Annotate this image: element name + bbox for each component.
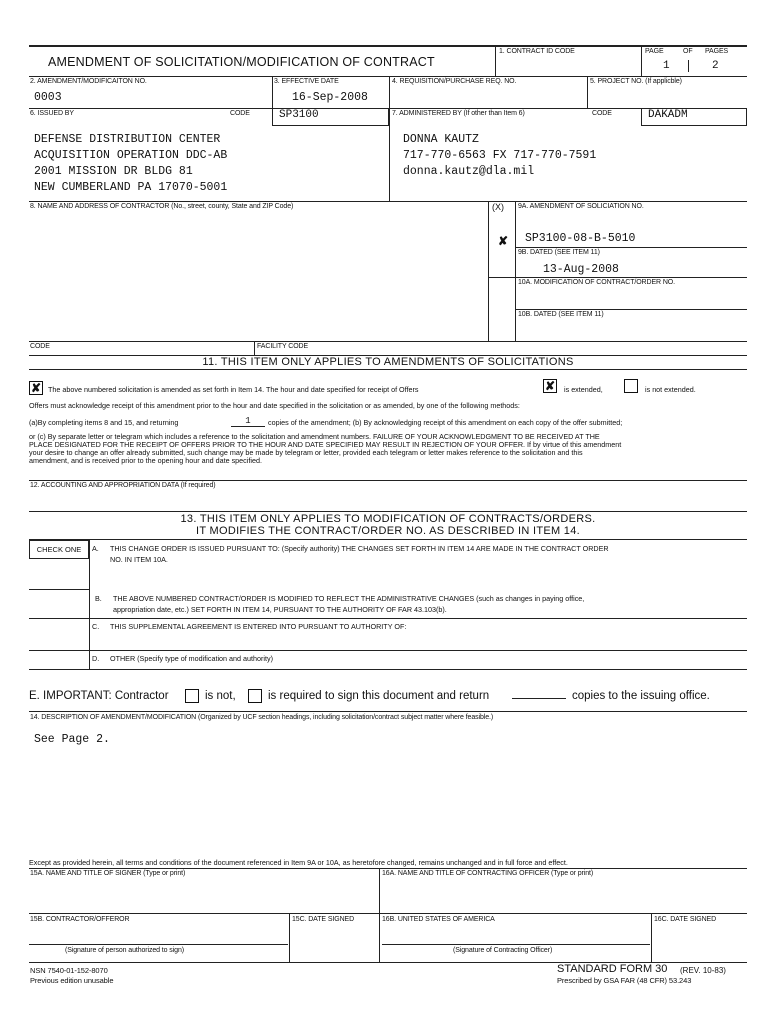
divider (29, 369, 747, 370)
description-label: 14. DESCRIPTION OF AMENDMENT/MODIFICATION (Organized by UCF section headings, including solicitation/contract subject matter where feasible.) (30, 714, 494, 721)
important-prefix: E. IMPORTANT: Contractor (29, 690, 169, 702)
divider (29, 618, 747, 619)
s11-line3a: (a)By completing items 8 and 15, and returning (29, 418, 179, 427)
code-label: CODE (30, 343, 50, 350)
accounting-label: 12. ACCOUNTING AND APPROPRIATION DATA (If required) (30, 482, 216, 489)
form-title: AMENDMENT OF SOLICITATION/MODIFICATION OF CONTRACT (48, 55, 435, 69)
divider (29, 669, 747, 670)
issued-by-label: 6. ISSUED BY (30, 110, 74, 117)
contractor-signature-line[interactable] (29, 944, 288, 945)
is-extended-checkbox[interactable]: ✘ (544, 379, 556, 393)
page-number: 1 (663, 60, 670, 72)
divider (29, 913, 747, 914)
admin-line: donna.kautz@dla.mil (403, 165, 535, 178)
is-not-checkbox[interactable] (185, 689, 199, 703)
divider (651, 913, 652, 962)
is-required-label: is required to sign this document and return (268, 690, 490, 702)
option-c-line1: THIS SUPPLEMENTAL AGREEMENT IS ENTERED INTO PURSUANT TO AUTHORITY OF: (110, 622, 407, 631)
section-13-title-1: 13. THIS ITEM ONLY APPLIES TO MODIFICATION OF CONTRACTS/ORDERS. (180, 513, 596, 525)
solicitation-amended-checkbox[interactable]: ✘ (30, 381, 42, 395)
is-extended-label: is extended, (564, 385, 603, 394)
option-b-line2: appropriation date, etc.) SET FORTH IN ITEM 14, PURSUANT TO THE AUTHORITY OF FAR 43.103(b). (113, 605, 447, 614)
divider (29, 539, 747, 540)
x-label: (X) (492, 202, 504, 212)
officer-name-label: 16A. NAME AND TITLE OF CONTRACTING OFFICER (Type or print) (382, 870, 594, 877)
effective-date-value[interactable]: 16-Sep-2008 (292, 91, 368, 104)
divider (29, 868, 747, 869)
option-b-line1: THE ABOVE NUMBERED CONTRACT/ORDER IS MODIFIED TO REFLECT THE ADMINISTRATIVE CHANGES (such as changes in paying office, (113, 594, 585, 603)
facility-code-label: FACILITY CODE (257, 343, 309, 350)
admin-code-label: CODE (592, 110, 612, 117)
divider (587, 76, 588, 108)
pages-total: 2 (712, 60, 719, 72)
divider (29, 341, 747, 342)
option-d-letter: D. (92, 654, 100, 663)
modification-label: 10A. MODIFICATION OF CONTRACT/ORDER NO. (518, 279, 675, 286)
s11-line1: The above numbered solicitation is amended as set forth in Item 14. The hour and date specified for receipt of Offers (48, 385, 419, 394)
solicitation-no-value[interactable]: SP3100-08-B-5010 (525, 232, 636, 245)
section-13-title-2: IT MODIFIES THE CONTRACT/ORDER NO. AS DESCRIBED IN ITEM 14. (195, 525, 580, 537)
issuer-line: NEW CUMBERLAND PA 17070-5001 (34, 181, 228, 194)
option-a-line1: THIS CHANGE ORDER IS ISSUED PURSUANT TO: (Specify authority) THE CHANGES SET FORTH IN ITEM 14 ARE MADE IN THE CONTRACT ORDER (110, 544, 609, 553)
nsn-number: NSN 7540-01-152-8070 (30, 966, 108, 975)
officer-signature-line[interactable] (382, 944, 650, 945)
admin-line: 717-770-6563 FX 717-770-7591 (403, 149, 597, 162)
divider (29, 480, 747, 481)
not-extended-label: is not extended. (645, 385, 696, 394)
requisition-label: 4. REQUISITION/PURCHASE REQ. NO. (392, 78, 517, 85)
section-11-title: 11. THIS ITEM ONLY APPLIES TO AMENDMENTS OF SOLICITATIONS (202, 356, 574, 368)
is-not-label: is not, (205, 690, 236, 702)
project-label: 5. PROJECT NO. (If applicble) (590, 78, 682, 85)
divider (29, 511, 747, 512)
not-extended-checkbox[interactable] (624, 379, 638, 393)
issuer-line: ACQUISITION OPERATION DDC-AB (34, 149, 228, 162)
amendment-check-mark[interactable]: ✘ (498, 234, 509, 248)
option-a-letter: A. (92, 544, 99, 553)
issuer-line: 2001 MISSION DR BLDG 81 (34, 165, 193, 178)
dated-9b-label: 9B. DATED (SEE ITEM 11) (518, 249, 600, 256)
divider (641, 45, 642, 76)
is-required-checkbox[interactable] (248, 689, 262, 703)
contract-id-label: 1. CONTRACT ID CODE (499, 48, 575, 55)
divider (389, 76, 390, 108)
top-rule (29, 45, 747, 47)
s11-line4: or (c) By separate letter or telegram which includes a reference to the solicitation and amendment numbers. FAILURE OF YOUR ACKNOWLEDGMENT TO BE RECEIVED AT THE (29, 432, 600, 441)
s11-line6: your desire to change an offer already submitted, such change may be made by telegram or letter, provided each telegram or letter makes reference to the solicitation and this (29, 448, 583, 457)
option-d-line1: OTHER (Specify type of modification and authority) (110, 654, 273, 663)
contractor-label: 8. NAME AND ADDRESS OF CONTRACTOR (No., street, county, State and ZIP Code) (30, 203, 294, 210)
signer-caption: (Signature of person authorized to sign) (65, 947, 184, 954)
effective-date-label: 3. EFFECTIVE DATE (274, 78, 339, 85)
divider (688, 60, 689, 72)
prescribed-note: Prescribed by GSA FAR (48 CFR) 53.243 (557, 976, 692, 985)
divider (29, 76, 747, 77)
administered-label: 7. ADMINISTERED BY (If other than Item 6) (392, 110, 525, 117)
important-suffix: copies to the issuing office. (572, 690, 710, 702)
divider (515, 309, 747, 310)
copies-return-field[interactable] (512, 698, 566, 699)
option-c-letter: C. (92, 622, 100, 631)
s11-line2: Offers must acknowledge receipt of this amendment prior to the hour and date specified in the solicitation or as amended, by one of the following methods: (29, 401, 520, 410)
of-label: OF (683, 48, 693, 55)
contractor-offeror-label: 15B. CONTRACTOR/OFFEROR (30, 916, 130, 923)
divider (289, 913, 290, 962)
contractor-date-label: 15C. DATE SIGNED (292, 916, 355, 923)
option-b-letter: B. (95, 594, 102, 603)
issuer-line: DEFENSE DISTRIBUTION CENTER (34, 133, 221, 146)
option-a-check-line[interactable] (29, 589, 89, 590)
divider (254, 341, 255, 355)
issued-code-value: SP3100 (279, 109, 319, 121)
issued-code-label: CODE (230, 110, 250, 117)
divider (515, 247, 747, 248)
usa-label: 16B. UNITED STATES OF AMERICA (382, 916, 495, 923)
divider (379, 868, 380, 962)
copies-count-field[interactable]: 1 (231, 416, 265, 427)
s11-line3b: copies of the amendment; (b) By acknowledging receipt of this amendment on each copy of the offer submitted; (268, 418, 623, 427)
divider (488, 201, 489, 341)
divider (389, 108, 390, 202)
divider (488, 277, 747, 278)
divider (495, 45, 496, 76)
s11-line5: PLACE DESIGNATED FOR THE RECEIPT OF OFFERS PRIOR TO THE HOUR AND DATE SPECIFIED MAY RESULT IN REJECTION OF YOUR OFFER. If by virtue of this amendment (29, 440, 622, 449)
officer-caption: (Signature of Contracting Officer) (453, 947, 553, 954)
admin-code-value: DAKADM (648, 109, 688, 121)
standard-form-label: STANDARD FORM 30 (557, 963, 668, 975)
page-label: PAGE (645, 48, 664, 55)
officer-date-label: 16C. DATE SIGNED (654, 916, 717, 923)
amendment-no-label: 2. AMENDMENT/MODIFICAITON NO. (30, 78, 147, 85)
divider (515, 201, 516, 341)
check-one-label: CHECK ONE (29, 540, 89, 559)
dated-9b-value[interactable]: 13-Aug-2008 (543, 263, 619, 276)
divider (29, 711, 747, 712)
divider (29, 201, 747, 202)
mod-dated-label: 10B. DATED (SEE ITEM 11) (518, 311, 604, 318)
pages-label: PAGES (705, 48, 729, 55)
divider (272, 76, 273, 108)
option-a-line2: NO. IN ITEM 10A. (110, 555, 168, 564)
previous-edition-note: Previous edition unusable (30, 976, 114, 985)
s11-line7: amendment, and is received prior to the opening hour and date specified. (29, 456, 262, 465)
revision-label: (REV. 10-83) (680, 966, 726, 975)
except-text: Except as provided herein, all terms and conditions of the document referenced in Item 9A or 10A, as heretofore changed, remains unchanged and in full force and effect. (29, 858, 568, 867)
amendment-sol-label: 9A. AMENDMENT OF SOLICIATION NO. (518, 203, 644, 210)
signer-name-label: 15A. NAME AND TITLE OF SIGNER (Type or print) (30, 870, 186, 877)
amendment-no-value[interactable]: 0003 (34, 91, 62, 104)
divider (29, 650, 747, 651)
admin-line: DONNA KAUTZ (403, 133, 479, 146)
description-body[interactable]: See Page 2. (34, 733, 110, 746)
